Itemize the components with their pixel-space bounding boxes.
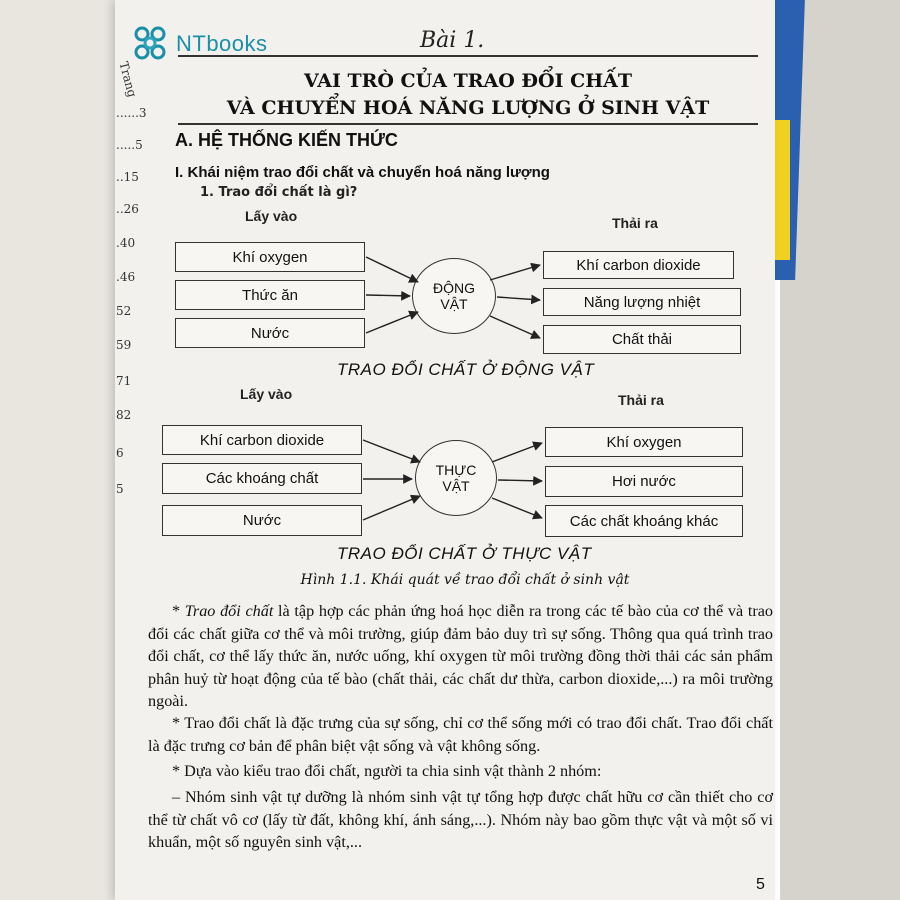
margin-number: 82: [116, 408, 132, 422]
animal-diagram-caption: TRAO ĐỔI CHẤT Ở ĐỘNG VẬT: [337, 360, 595, 379]
title-rule-bottom: [178, 123, 758, 125]
logo-text: NTbooks: [176, 31, 268, 56]
plant-center-line2: VẬT: [442, 478, 470, 494]
animal-input-food: Thức ăn: [175, 280, 365, 310]
margin-number: ..26: [116, 202, 139, 216]
paragraph-definition: [148, 600, 773, 713]
margin-number: .46: [116, 270, 136, 284]
paragraph-bullet: *: [172, 602, 185, 620]
title-rule-top: [178, 55, 758, 57]
plant-output-minerals: Các chất khoáng khác: [545, 505, 743, 537]
term-metabolism: Trao đổi chất: [184, 602, 274, 620]
plant-input-co2: Khí carbon dioxide: [162, 425, 362, 455]
lesson-label: Bài 1.: [420, 28, 485, 53]
section-heading-i: I. Khái niệm trao đổi chất và chuyển hoá năng lượng: [175, 164, 550, 181]
animal-output-heat: Năng lượng nhiệt: [543, 288, 741, 316]
paragraph-classification: * Dựa vào kiểu trao đổi chất, người ta chia sinh vật thành 2 nhóm:: [172, 762, 602, 780]
margin-number: 59: [116, 338, 132, 352]
figure-caption: Hình 1.1. Khái quát về trao đổi chất ở sinh vật: [300, 572, 630, 588]
brand-logo: [128, 22, 268, 66]
background-left: [0, 0, 130, 900]
plant-output-oxygen: Khí oxygen: [545, 427, 743, 457]
plant-center-node: [415, 440, 497, 516]
margin-number: Trang: [116, 60, 140, 99]
animal-input-oxygen: Khí oxygen: [175, 242, 365, 272]
animal-output-co2: Khí carbon dioxide: [543, 251, 734, 279]
animal-input-label: Lấy vào: [245, 208, 298, 224]
margin-number: ......3: [116, 106, 147, 120]
margin-number: 52: [116, 304, 132, 318]
plant-output-label: Thải ra: [618, 392, 664, 408]
plant-input-minerals: Các khoáng chất: [162, 463, 362, 494]
animal-input-water: Nước: [175, 318, 365, 348]
plant-input-label: Lấy vào: [240, 386, 293, 402]
margin-number: .40: [116, 236, 136, 250]
margin-number: 71: [116, 374, 132, 388]
animal-output-waste: Chất thải: [543, 325, 741, 354]
margin-number: ..15: [116, 170, 139, 184]
margin-number: .....5: [116, 138, 143, 152]
animal-output-label: Thải ra: [612, 215, 658, 231]
margin-number: 5: [116, 482, 124, 496]
logo-icon: [128, 22, 172, 66]
plant-center-line1: THỰC: [435, 462, 477, 478]
animal-center-line2: VẬT: [440, 296, 468, 312]
section-heading-a: A. HỆ THỐNG KIẾN THỨC: [175, 130, 398, 150]
paragraph-definition-text: là tập hợp các phản ứng hoá học diễn ra trong các tế bào của cơ thể và trao đổi các chất giữa cơ thể và môi trường, giúp đảm bảo duy trì sự sống. Thông qua quá trình trao đổi chất, cơ thể lấy thức ăn, nước uống, khí oxygen từ môi trường đồng thời thải các sản phẩm phân huỷ từ hoạt động của tế bào (chất thải, các chất dư thừa, carbon dioxide,...) ra môi trường ngoài.: [148, 602, 774, 710]
subsection-heading: 1. Trao đổi chất là gì?: [200, 185, 358, 200]
animal-center-node: [412, 258, 496, 334]
lesson-title-line2: VÀ CHUYỂN HOÁ NĂNG LƯỢNG Ở SINH VẬT: [226, 97, 710, 119]
plant-diagram-caption: TRAO ĐỔI CHẤT Ở THỰC VẬT: [337, 544, 592, 563]
margin-number: 6: [116, 446, 124, 460]
plant-input-water: Nước: [162, 505, 362, 536]
paragraph-autotroph: – Nhóm sinh vật tự dưỡng là nhóm sinh vật tự tổng hợp được chất hữu cơ cần thiết cho cơ thể từ chất vô cơ (lấy từ đất, không khí, ánh sáng,...). Nhóm này bao gồm thực vật và một số vi khuẩn, một số nguyên sinh vật,...: [148, 788, 773, 851]
paragraph-characteristic: * Trao đổi chất là đặc trưng của sự sống, chỉ cơ thể sống mới có trao đổi chất. Trao đổi chất là đặc trưng cơ bản để phân biệt vật sống và vật không sống.: [148, 714, 773, 755]
plant-output-vapor: Hơi nước: [545, 466, 743, 497]
animal-center-line1: ĐỘNG: [433, 280, 475, 296]
lesson-title-line1: VAI TRÒ CỦA TRAO ĐỔI CHẤT: [303, 70, 633, 92]
page-number: 5: [756, 876, 765, 893]
